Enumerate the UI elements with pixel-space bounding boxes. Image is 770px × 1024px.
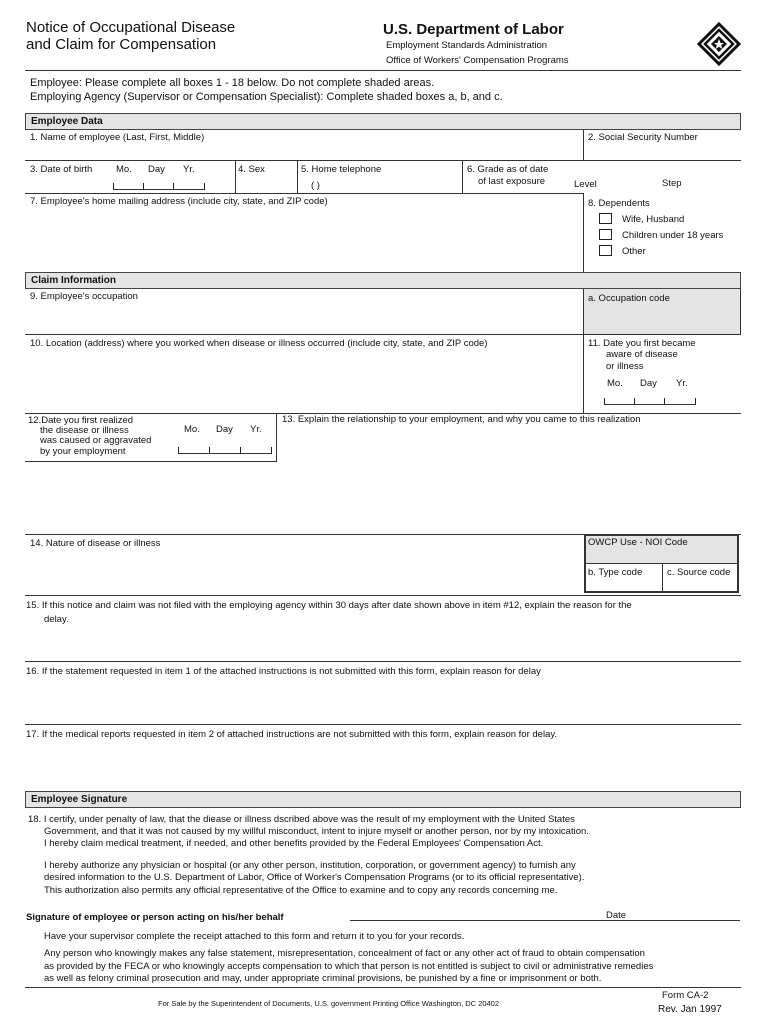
label-dependents: 8. Dependents [588, 198, 650, 209]
label-ssn: 2. Social Security Number [588, 132, 698, 143]
label-delay-filing-line1: 15. If this notice and claim was not filed with the employing agency within 30 days after date shown above in item #12, explain the reason for the [26, 600, 632, 611]
field-location[interactable] [25, 350, 583, 410]
label-dob-yr: Yr. [183, 164, 195, 175]
authorize-line2: desired information to the U.S. Department of Labor, Office of Worker's Compensation Programs (or to its official representative). [44, 872, 585, 883]
label-dob: 3. Date of birth [30, 164, 93, 175]
label-realized-line3: was caused or aggravated [40, 435, 152, 446]
certify-line3: I hereby claim medical treatment, if needed, and other benefits provided by the Federal Employees' Compensation Act. [44, 838, 544, 849]
label-date: Date [606, 910, 627, 921]
checkbox-other[interactable] [599, 245, 612, 256]
label-aware-mo: Mo. [607, 378, 623, 389]
footer-sale: For Sale by the Superintendent of Documents, U.S. government Printing Office Washington, DC 20402 [158, 999, 500, 1008]
label-relationship: 13. Explain the relationship to your employment, and why you came to this realization [282, 414, 641, 425]
label-delay-medical: 17. If the medical reports requested in item 2 of attached instructions are not submitted with this form, explain reason for delay. [26, 729, 558, 740]
field-delay-medical[interactable] [25, 742, 741, 790]
checkbox-wife-husband[interactable] [599, 213, 612, 224]
label-location: 10. Location (address) where you worked when disease or illness occurred (include city, state, and ZIP code) [30, 338, 488, 349]
field-delay-statement[interactable] [25, 679, 741, 723]
form-title-line1: Notice of Occupational Disease [26, 19, 236, 36]
field-relationship[interactable] [277, 426, 741, 534]
footer-revision: Rev. Jan 1997 [658, 1004, 722, 1015]
label-home-address: 7. Employee's home mailing address (include city, state, and ZIP code) [30, 196, 328, 207]
label-realized-line2: the disease or illness [40, 425, 129, 436]
form-title-line2: and Claim for Compensation [26, 36, 217, 53]
certify-line1: 18. I certify, under penalty of law, that the diease or illness dscribed above was the result of my employment with the United States [28, 814, 575, 825]
label-realized-line1: 12.Date you first realized [28, 415, 134, 426]
field-dob[interactable] [113, 178, 205, 190]
field-delay-filing[interactable] [25, 627, 741, 661]
label-delay-statement: 16. If the statement requested in item 1 of the attached instructions is not submitted with this form, explain reason for delay [26, 666, 541, 677]
header-rule [25, 70, 741, 71]
label-children: Children under 18 years [622, 230, 724, 241]
agency-name: U.S. Department of Labor [383, 21, 564, 38]
label-home-telephone: 5. Home telephone [301, 164, 382, 175]
label-dob-day: Day [148, 164, 165, 175]
field-aware-date[interactable] [604, 393, 696, 405]
form-title [26, 19, 235, 53]
warning-line3: as well as felony criminal prosecution and may, under appropriate criminal provisions, be punished by a fine or imprisonment or both. [44, 973, 602, 984]
label-nature: 14. Nature of disease or illness [30, 538, 161, 549]
label-realized-yr: Yr. [250, 424, 262, 435]
label-realized-mo: Mo. [184, 424, 200, 435]
warning-line1: Any person who knowingly makes any false statement, misrepresentation, concealment of fact or any other act of fraud to obtain compensation [44, 948, 645, 959]
label-signature: Signature of employee or person acting on his/her behalf [26, 912, 284, 923]
label-other: Other [622, 246, 646, 257]
field-sex[interactable] [236, 175, 296, 192]
dol-logo-icon [697, 22, 741, 66]
label-aware-line1: 11. Date you first became [588, 338, 696, 349]
receipt-note: Have your supervisor complete the receipt attached to this form and return it to you for your records. [44, 931, 465, 942]
label-aware-day: Day [640, 378, 657, 389]
checkbox-children[interactable] [599, 229, 612, 240]
warning-line2: as provided by the FECA or who knowingly accepts compensation to which that person is not entitled is subject to civil or administrative remedies [44, 961, 654, 972]
telephone-area-code[interactable]: ( ) [311, 180, 320, 191]
label-level: Level [574, 179, 597, 190]
footer-form-number: Form CA-2 [662, 990, 709, 1001]
section-employee-data: Employee Data [25, 113, 741, 130]
label-owcp: OWCP Use - NOI Code [588, 537, 688, 548]
label-sex: 4. Sex [238, 164, 265, 175]
label-aware-line3: or illness [606, 361, 644, 372]
instruction-agency: Employing Agency (Supervisor or Compensation Specialist): Complete shaded boxes a, b, and c. [30, 91, 503, 103]
section-claim-information: Claim Information [25, 272, 741, 289]
field-home-address[interactable] [25, 208, 583, 270]
field-signature[interactable] [350, 906, 590, 920]
field-occupation[interactable] [25, 303, 583, 333]
label-delay-filing-line2: delay. [44, 614, 69, 625]
agency-sub1: Employment Standards Administration [386, 40, 548, 51]
agency-sub2: Office of Workers' Compensation Programs [386, 55, 569, 66]
label-realized-day: Day [216, 424, 233, 435]
label-grade-line1: 6. Grade as of date [467, 164, 549, 175]
label-name: 1. Name of employee (Last, First, Middle) [30, 132, 205, 143]
label-occupation: 9. Employee's occupation [30, 291, 138, 302]
label-realized-line4: by your employment [40, 446, 126, 457]
label-type-code: b. Type code [588, 567, 643, 578]
authorize-line1: I hereby authorize any physician or hospital (or any other person, institution, corporation, or government agency) to furnish any [44, 860, 576, 871]
field-nature[interactable] [25, 550, 583, 594]
label-aware-yr: Yr. [676, 378, 688, 389]
label-aware-line2: aware of disease [606, 349, 678, 360]
certify-line2: Government, and that it was not caused by my willful misconduct, intent to injure myself or another person, nor by my intoxication. [44, 826, 589, 837]
label-wife-husband: Wife, Husband [622, 214, 685, 225]
field-realized-date[interactable] [178, 442, 272, 454]
label-source-code: c. Source code [667, 567, 731, 578]
field-grade[interactable] [463, 175, 741, 192]
instruction-employee: Employee: Please complete all boxes 1 - 18 below. Do not complete shaded areas. [30, 77, 435, 89]
section-employee-signature: Employee Signature [25, 791, 741, 808]
label-step: Step [662, 178, 682, 189]
label-occupation-code: a. Occupation code [588, 293, 670, 304]
field-signature-date[interactable] [596, 906, 740, 920]
label-dob-mo: Mo. [116, 164, 132, 175]
authorize-line3: This authorization also permits any official representative of the Office to examine and to copy any records concerning me. [44, 885, 558, 896]
label-grade-line2: of last exposure [478, 176, 546, 187]
